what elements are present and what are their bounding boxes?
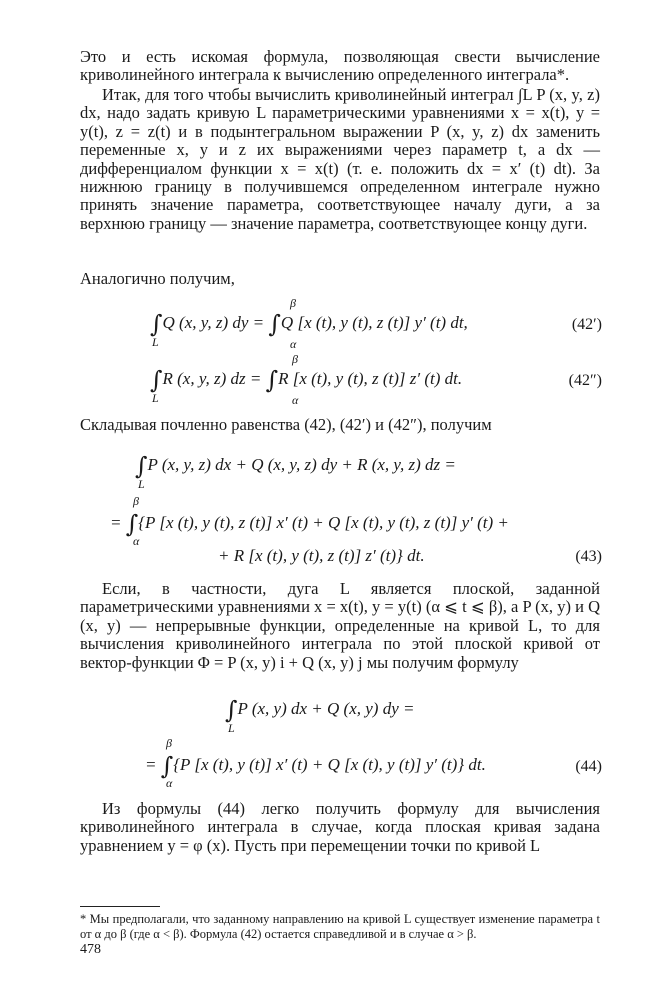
limit-L: L bbox=[228, 721, 235, 735]
equation-43-line2-text: {P [x (t), y (t), z (t)] x′ (t) + Q [x (t), y (t), z (t)] y′ (t) + bbox=[138, 513, 509, 532]
equation-number-42p: (42′) bbox=[571, 316, 602, 333]
equals-sign: = bbox=[110, 513, 122, 532]
limit-alpha: α bbox=[292, 393, 299, 407]
equation-43-line1-text: P (x, y, z) dx + Q (x, y, z) dy + R (x, y, z) dz = bbox=[147, 455, 456, 474]
limit-beta: β bbox=[133, 494, 139, 508]
limit-L: L bbox=[152, 391, 159, 405]
equation-number-42pp: (42″) bbox=[568, 372, 602, 389]
equation-44-line1-text: P (x, y) dx + Q (x, y) dy = bbox=[237, 699, 415, 718]
equation-number-43: (43) bbox=[575, 548, 602, 565]
equation-43-line1 bbox=[135, 452, 456, 480]
paragraph-analogously: Аналогично получим, bbox=[80, 269, 235, 288]
equation-42p-left: Q (x, y, z) dy = bbox=[162, 313, 265, 332]
page-number: 478 bbox=[80, 942, 101, 957]
limit-alpha: α bbox=[166, 776, 173, 790]
equation-42pp-right: R [x (t), y (t), z (t)] z′ (t) dt. bbox=[278, 369, 463, 388]
limit-beta: β bbox=[166, 736, 172, 750]
paragraph-formula-conclusion: Это и есть искомая формула, позволяющая свести вычисление криволинейного интеграла к вычислению определенного интеграла*. bbox=[80, 47, 600, 85]
integral-sign: ∫ bbox=[125, 510, 139, 538]
equation-44-line1 bbox=[225, 696, 414, 724]
equation-number-44: (44) bbox=[575, 758, 602, 775]
paragraph-explicit-curve: Из формулы (44) легко получить формулу для вычисления криволинейного интеграла в случае, когда плоская кривая задана уравнением y = φ (x). Пусть при перемещении точки по кривой L bbox=[80, 799, 600, 855]
footnote: * Мы предполагали, что заданному направлению на кривой L существует изменение параметра t от α до β (где α < β). Формула (42) остается справедливой и в случае α > β. bbox=[80, 912, 600, 941]
equation-43-line2 bbox=[110, 510, 509, 538]
equals-sign: = bbox=[145, 755, 157, 774]
integral-sign: ∫ bbox=[265, 366, 279, 394]
limit-L: L bbox=[152, 335, 159, 349]
paragraph-summing: Складывая почленно равенства (42), (42′) и (42″), получим bbox=[80, 415, 492, 434]
equation-42-prime bbox=[150, 310, 468, 338]
equation-44-line2 bbox=[145, 752, 486, 780]
limit-alpha: α bbox=[290, 337, 297, 351]
integral-sign: ∫ bbox=[160, 752, 174, 780]
integral-sign: ∫ bbox=[225, 696, 238, 724]
equation-43-line3 bbox=[218, 546, 425, 566]
equation-43-line3-text: + R [x (t), y (t), z (t)] z′ (t)} dt. bbox=[218, 546, 425, 565]
equation-42-double-prime bbox=[150, 366, 462, 394]
limit-beta: β bbox=[292, 352, 298, 366]
footnote-divider bbox=[80, 906, 160, 907]
paragraph-procedure: Итак, для того чтобы вычислить криволинейный интеграл ∫L P (x, y, z) dx, надо задать кривую L параметрическими уравнениями x = x(t), y = y(t), z = z(t) и в подынтегральном выражении P (x, y, z) dx заменить переменные x, y и z их выражениями через параметр t, a dx — дифференциалом функции x = x(t) (т. е. положить dx = x′ (t) dt). За нижнюю границу в получившемся определенном интеграле нужно принять значение параметра, соответствующее началу дуги, а за верхнюю границу — значение параметра, соответствующее концу дуги. bbox=[80, 85, 600, 233]
limit-L: L bbox=[138, 477, 145, 491]
integral-sign: ∫ bbox=[135, 452, 148, 480]
integral-sign: ∫ bbox=[150, 366, 163, 394]
equation-42p-right: Q [x (t), y (t), z (t)] y′ (t) dt, bbox=[280, 313, 468, 332]
integral-sign: ∫ bbox=[150, 310, 163, 338]
integral-sign: ∫ bbox=[268, 310, 281, 338]
paragraph-planar-curve: Если, в частности, дуга L является плоской, заданной параметрическими уравнениями x = x(t), y = y(t) (α ⩽ t ⩽ β), а P (x, y) и Q (x, y) — непрерывные функции, определенные на кривой L, то для вычисления криволинейного интеграла по этой плоской кривой от вектор-функции Φ = P (x, y) i + Q (x, y) j мы получим формулу bbox=[80, 579, 600, 672]
equation-42pp-left: R (x, y, z) dz = bbox=[162, 369, 262, 388]
equation-44-line2-text: {P [x (t), y (t)] x′ (t) + Q [x (t), y (t)] y′ (t)} dt. bbox=[173, 755, 486, 774]
limit-alpha: α bbox=[133, 534, 140, 548]
limit-beta: β bbox=[290, 296, 296, 310]
